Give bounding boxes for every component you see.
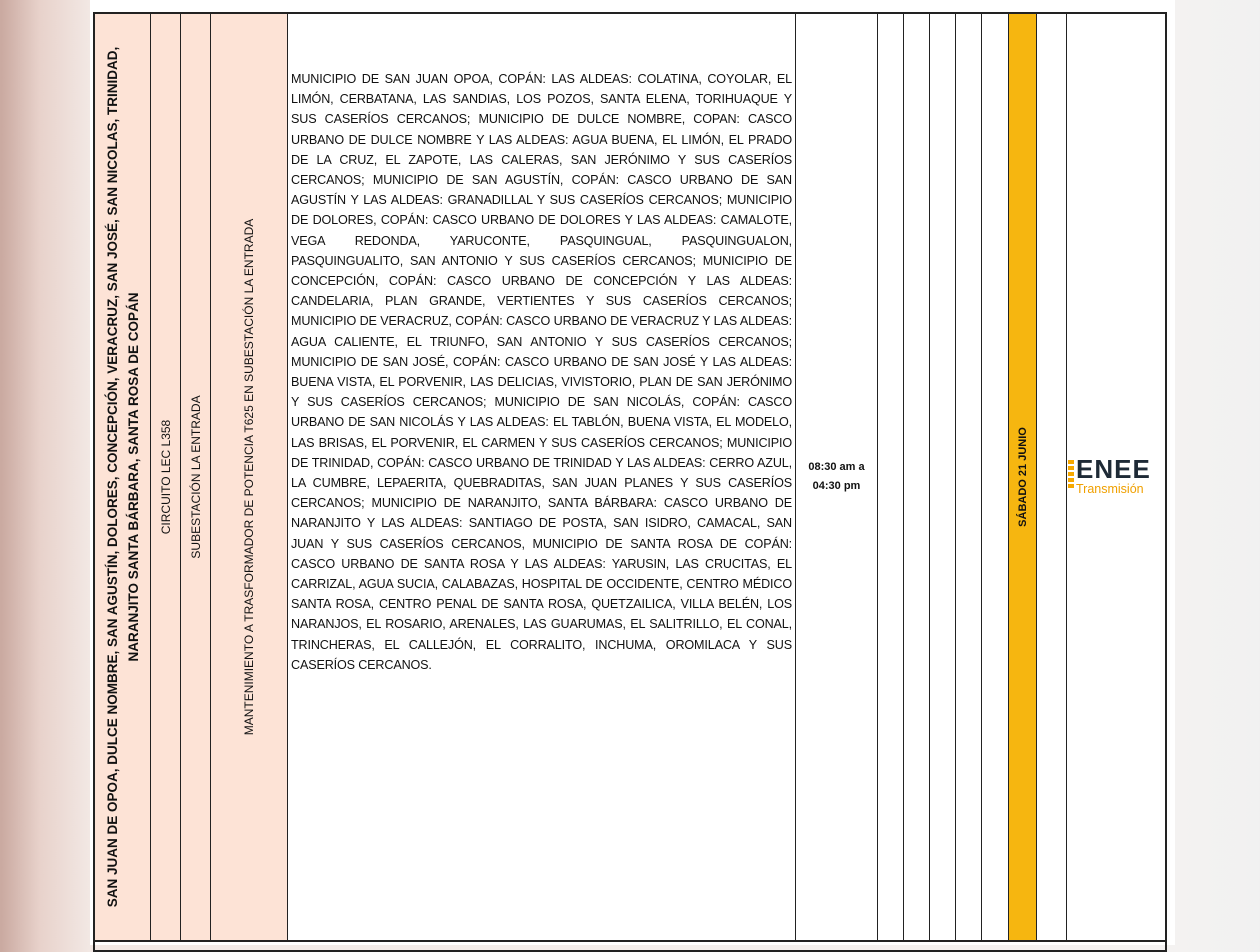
time-range [796,458,877,496]
day-cell-1 [878,14,904,940]
affected-area-text: SAN JUAN DE OPOA, DULCE NOMBRE, SAN AGUSTÍN, DOLORES, CONCEPCIÓN, VERACRUZ, SAN JOSÉ, SAN NICOLAS, TRINIDAD, NARANJITO SANTA BÁRBARA, SANTA ROSA DE COPÁN [104,46,141,908]
row-divider [95,940,1165,942]
affected-area-cell [95,14,151,940]
logo-stripes-icon [1068,460,1074,490]
day-cell-3 [930,14,956,940]
work-description-text: MANTENIMIENTO A TRASFORMADOR DE POTENCIA T625 EN SUBESTACIÓN LA ENTRADA [242,218,256,736]
day-cell-2 [904,14,930,940]
outage-schedule-table [93,12,1167,952]
work-description-cell [211,14,288,940]
time-end: 04:30 pm [812,480,861,492]
logo-subtitle: Transmisión [1076,482,1144,496]
affected-locations-text: MUNICIPIO DE SAN JUAN OPOA, COPÁN: LAS ALDEAS: COLATINA, COYOLAR, EL LIMÓN, CERBATANA, LAS SANDIAS, LOS POZOS, SANTA ELENA, TORIHUAQUE Y SUS CASERÍOS CERCANOS; MUNICIPIO DE DULCE NOMBRE, COPAN: CASCO URBANO DE DULCE NOMBRE Y LAS ALDEAS: AGUA BUENA, EL LIMÓN, EL PRADO DE LA CRUZ, EL ZAPOTE, LAS CALERAS, SAN JERÓNIMO Y SUS CASERÍOS CERCANOS; MUNICIPIO DE SAN AGUSTÍN, COPÁN: CASCO URBANO DE SAN AGUSTÍN Y LAS ALDEAS: GRANADILLAL Y SUS CASERÍOS CERCANOS; MUNICIPIO DE DOLORES, COPÁN: CASCO URBANO DE DOLORES Y LAS ALDEAS: CAMALOTE, VEGA REDONDA, YARUCONTE, PASQUINGUAL, PASQUINGUALON, PASQUINGUALITO, SAN ANTONIO Y SUS CASERÍOS CERCANOS; MUNICIPIO DE CONCEPCIÓN, COPÁN: CASCO URBANO DE CONCEPCIÓN Y LAS ALDEAS: CANDELARIA, PLAN GRANDE, VERTIENTES Y SUS CASERÍOS CERCANOS; MUNICIPIO DE VERACRUZ, COPÁN: CASCO URBANO DE VERACRUZ Y LAS ALDEAS: AGUA CALIENTE, EL TRIUNFO, SAN ANTONIO Y SUS CASERÍOS CERCANOS; MUNICIPIO DE SAN JOSÉ, COPÁN: CASCO URBANO DE SAN JOSÉ Y LAS ALDEAS: BUENA VISTA, EL PORVENIR, LAS DELICIAS, VIVISTORIO, PLAN DE SAN JERÓNIMO Y SUS CASERÍOS CERCANOS; MUNICIPIO DE SAN NICOLÁS, COPÁN: CASCO URBANO DE SAN NICOLÁS Y LAS ALDEAS: EL TABLÓN, BUENA VISTA, EL MODELO, LAS BRISAS, EL PORVENIR, EL CARMEN Y SUS CASERÍOS CERCANOS; MUNICIPIO DE TRINIDAD, COPÁN: CASCO URBANO DE TRINIDAD Y LAS ALDEAS: CERRO AZUL, LA CUMBRE, LEPAERITA, QUEBRADITAS, SAN JUAN PLANES Y SUS CASERÍOS CERCANOS; MUNICIPIO DE NARANJITO, SANTA BÁRBARA: CASCO URBANO DE NARANJITO Y LAS ALDEAS: SANTIAGO DE POSTA, SAN ISIDRO, CAMACAL, SAN JUAN Y SUS CASERÍOS CERCANOS, MUNICIPIO DE SANTA ROSA DE COPÁN: CASCO URBANO DE SANTA ROSA Y LAS ALDEAS: YARUSIN, LAS CRUCITAS, EL CARRIZAL, AGUA SUCIA, CALABAZAS, HOSPITAL DE OCCIDENTE, CENTRO MÉDICO SANTA ROSA, CENTRO PENAL DE SANTA ROSA, QUETZAILICA, VILLA BELÉN, LOS NARANJOS, EL ROSARIO, ARENALES, LAS GUARUMAS, EL SALITRILLO, EL CONAL, TRINCHERAS, EL CALLEJÓN, EL CORRALITO, INCHUMA, OROMILACA Y SUS CASERÍOS CERCANOS. [291,72,792,672]
affected-locations-cell [288,14,796,940]
date-text: SÁBADO 21 JUNIO [1016,427,1029,527]
logo-brand: ENEE [1076,454,1151,484]
time-cell [796,14,878,940]
circuit-cell [151,14,181,940]
substation-cell [181,14,211,940]
day-cell-7 [1037,14,1067,940]
enee-logo [1067,454,1177,504]
date-cell [1009,14,1037,940]
day-cell-4 [956,14,982,940]
circuit-text: CIRCUITO LEC L358 [158,419,173,535]
time-start: 08:30 am a [808,461,865,473]
day-cell-5 [982,14,1009,940]
substation-text: SUBESTACIÓN LA ENTRADA [188,395,203,559]
logo-cell [1067,14,1167,940]
